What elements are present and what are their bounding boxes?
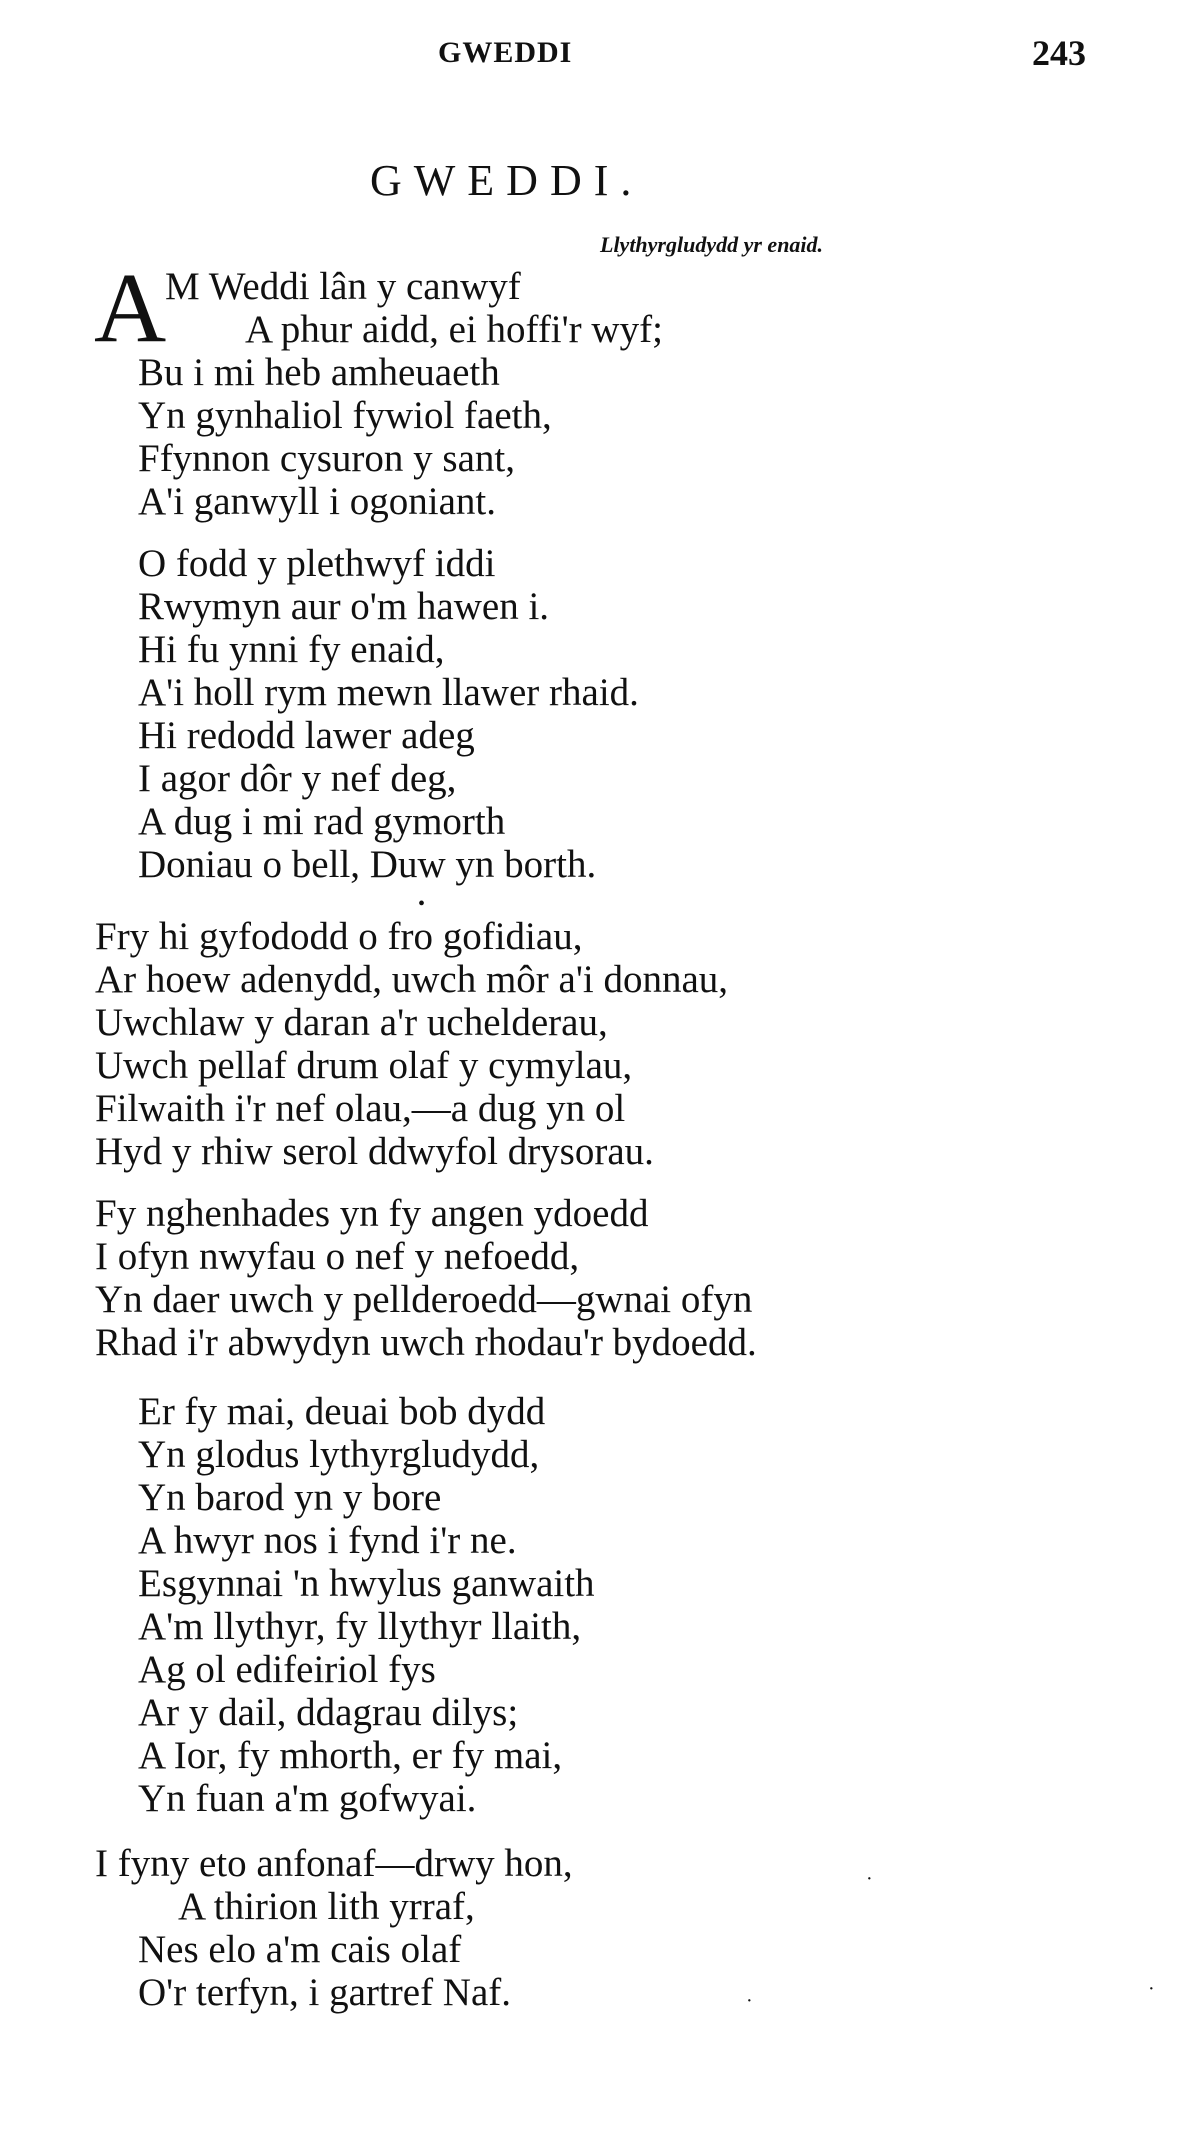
poem-line: Yn gynhaliol fywiol faeth,: [138, 394, 552, 438]
poem-line: Fy nghenhades yn fy angen ydoedd: [95, 1192, 648, 1236]
poem-line: Rhad i'r abwydyn uwch rhodau'r bydoedd.: [95, 1321, 757, 1365]
poem-line: Uwch pellaf drum olaf y cymylau,: [95, 1044, 632, 1088]
poem-line: Fry hi gyfododd o fro gofidiau,: [95, 915, 582, 959]
poem-line: Yn glodus lythyrgludydd,: [138, 1433, 539, 1477]
poem-line: I ofyn nwyfau o nef y nefoedd,: [95, 1235, 579, 1279]
poem-line: Uwchlaw y daran a'r uchelderau,: [95, 1001, 608, 1045]
poem-line: A Ior, fy mhorth, er fy mai,: [138, 1734, 562, 1778]
poem-line: Bu i mi heb amheuaeth: [138, 351, 500, 395]
poem-line: Yn fuan a'm gofwyai.: [138, 1777, 476, 1821]
poem-line: I fyny eto anfonaf—drwy hon,: [95, 1842, 573, 1886]
running-title: GWEDDI: [438, 36, 572, 70]
poem-line: Ag ol edifeiriol fys: [138, 1648, 436, 1692]
poem-line: Rwymyn aur o'm hawen i.: [138, 585, 549, 629]
poem-line: Hi redodd lawer adeg: [138, 714, 475, 758]
poem-line: Ar y dail, ddagrau dilys;: [138, 1691, 518, 1735]
poem-line: A hwyr nos i fynd i'r ne.: [138, 1519, 517, 1563]
poem-line: A'i ganwyll i ogoniant.: [138, 480, 496, 524]
poem-line: Hi fu ynni fy enaid,: [138, 628, 445, 672]
stray-mark: ·: [746, 1990, 753, 2013]
poem-line: Esgynnai 'n hwylus ganwaith: [138, 1562, 595, 1606]
poem-line: M Weddi lân y canwyf: [165, 265, 521, 309]
running-head: [0, 32, 1186, 72]
poem-title: GWEDDI.: [370, 155, 643, 206]
page-number: 243: [1032, 32, 1086, 74]
poem-line: A'i holl rym mewn llawer rhaid.: [138, 671, 639, 715]
poem-line: O'r terfyn, i gartref Naf.: [138, 1971, 511, 2015]
poem-line: Yn daer uwch y pellderoedd—gwnai ofyn: [95, 1278, 752, 1322]
poem-line: O fodd y plethwyf iddi: [138, 542, 495, 586]
poem-line: A'm llythyr, fy llythyr llaith,: [138, 1605, 581, 1649]
poem-line: A thirion lith yrraf,: [178, 1885, 475, 1929]
poem-line: Ar hoew adenydd, uwch môr a'i donnau,: [95, 958, 728, 1002]
poem-line: Yn barod yn y bore: [138, 1476, 441, 1520]
drop-cap: A: [94, 258, 166, 358]
tune-note: Llythyrgludydd yr enaid.: [600, 232, 823, 258]
poem-line: A dug i mi rad gymorth: [138, 800, 505, 844]
poem-line: A phur aidd, ei hoffi'r wyf;: [245, 308, 663, 352]
poem-line: I agor dôr y nef deg,: [138, 757, 456, 801]
poem-line: Nes elo a'm cais olaf: [138, 1928, 461, 1972]
poem-line: Doniau o bell, Duw yn borth.: [138, 843, 596, 887]
poem-line: Ffynnon cysuron y sant,: [138, 437, 515, 481]
poem-line: Er fy mai, deuai bob dydd: [138, 1390, 545, 1434]
poem-line: Filwaith i'r nef olau,—a dug yn ol: [95, 1087, 625, 1131]
stray-mark: •: [418, 893, 425, 916]
poem-line: Hyd y rhiw serol ddwyfol drysorau.: [95, 1130, 654, 1174]
stray-mark: ·: [866, 1868, 873, 1891]
stray-mark: ·: [1148, 1978, 1155, 2001]
